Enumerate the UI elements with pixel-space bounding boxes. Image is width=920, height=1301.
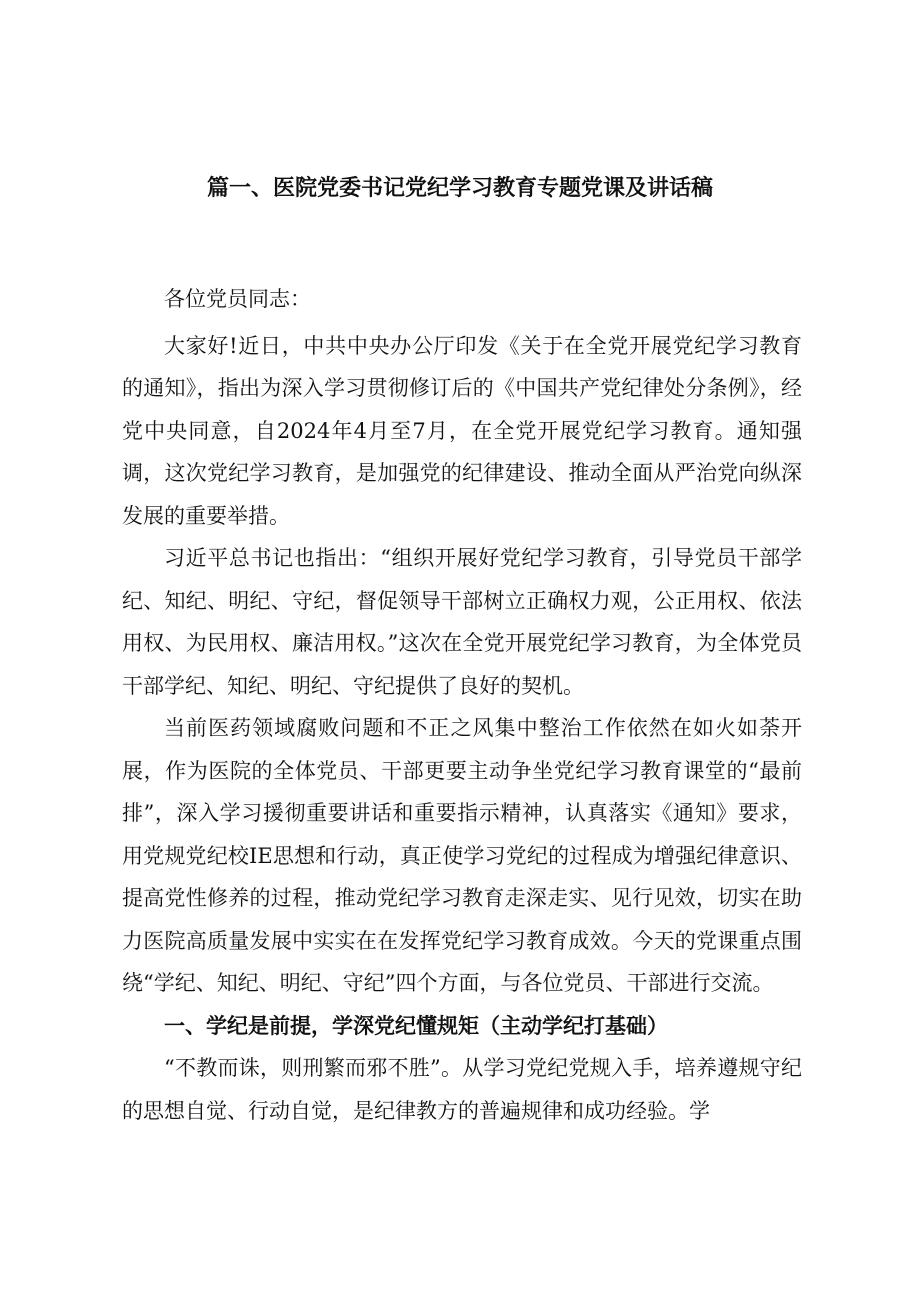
document-title: 篇一、医院党委书记党纪学习教育专题党课及讲话稿 bbox=[206, 176, 713, 201]
document-body bbox=[122, 278, 802, 1132]
salutation: 各位党员同志： bbox=[164, 287, 311, 311]
section-heading: 一、学纪是前提，学深党纪懂规矩（主动学纪打基础） bbox=[164, 1013, 668, 1038]
section-paragraph: “不教而诛，则刑繁而邪不胜”。从学习党纪党规入手，培养遵规守纪的思想自觉、行动自觉，是纪律教方的普遍规律和成功经验。学 bbox=[122, 1056, 802, 1123]
paragraph-1: 大家好!近日，中共中央办公厅印发《关于在全党开展党纪学习教育的通知》，指出为深入学习贯彻修订后的《中国共产党纪律处分条例》，经党中央同意，自2024年4月至7月，在全党开展党纪学习教育。通知强调，这次党纪学习教育，是加强党的纪律建设、推动全面从严治党向纵深发展的重要举措。 bbox=[122, 333, 802, 528]
paragraph-2: 习近平总书记也指出：“组织开展好党纪学习教育，引导党员干部学纪、知纪、明纪、守纪，督促领导干部树立正确权力观，公正用权、依法用权、为民用权、廉洁用权。”这次在全党开展党纪学习教育，为全体党员干部学纪、知纪、明纪、守纪提供了良好的契机。 bbox=[122, 546, 802, 698]
paragraph-3: 当前医药领域腐败问题和不正之风集中整治工作依然在如火如荼开展，作为医院的全体党员、干部更要主动争坐党纪学习教育课堂的“最前排”，深入学习援彻重要讲话和重要指示精神，认真落实《通知》要求，用党规党纪校IE思想和行动，真正使学习党纪的过程成为增强纪律意识、提高党性修养的过程，推动党纪学习教育走深走实、见行见效，切实在助力医院高质量发展中实实在在发挥党纪学习教育成效。今天的党课重点围绕“学纪、知纪、明纪、守纪”四个方面，与各位党员、干部进行交流。 bbox=[122, 716, 802, 995]
